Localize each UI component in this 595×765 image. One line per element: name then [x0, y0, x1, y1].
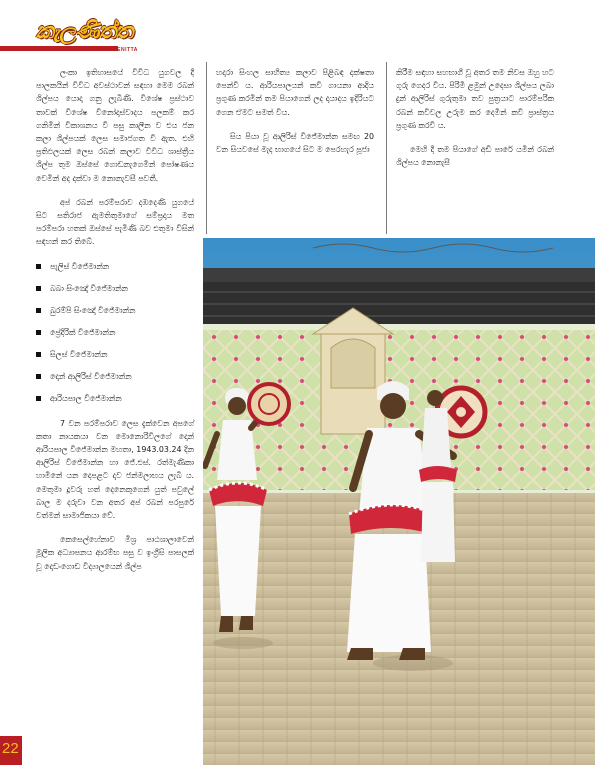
article-paragraph: ලංකා ඉතිහාසයේ විවිධ යුගවල දී පාලකයින් විවිධ අවස්ථාවන් සඳහා මෙම රබන් ශිල්පය යොදා ගනු ලැබිණි. විශේෂ ප්‍රස්ථාව තාවක් විශේෂ විනෝදාස්වාදය පලකම් කර ගනිමින් විකාශනය වී පසු කාලීන ව එය ජන කලා ශිල්පයක් ලෙස සමාජගත වී ඇත. එහි ප්‍රතිඵලයක් ලෙස රබන් කලාව විවිධ ශාස්ත්‍රීය ශිල්ප තුම ඔස්සේ ගොඩනැගෙමින් පෝෂණය වෙමින් අද දක්වා ම නොනැවසී පවතී. — [36, 68, 194, 183]
masthead — [0, 0, 595, 62]
list-item-text: සිලස් විජේමාන්න — [50, 349, 108, 359]
list-item-text: ප්‍රේදිරික් විජේමාන්න — [50, 327, 116, 337]
column-divider-right — [386, 62, 387, 234]
raban-dancers-photo — [203, 238, 595, 765]
bullet-square-icon — [36, 264, 41, 269]
list-item — [36, 348, 194, 361]
bullet-square-icon — [36, 308, 41, 313]
article-paragraph: කිරීම සඳහා සහභාගී වූ අතර තම නිවස ඔහු හට ගුරු ගෙදර විය. පිරිමි ළමුන් උදෙසා ශිල්පය ලබා දුන් ආලිරිස් ගුරුතුමා තව පුත්‍රයාට පාරම්පරික රබන් කවිවල උරුම කර දෙමින් කවි ප්‍රාස්ත්‍රය ප්‍රගුණ කරවී ය. — [396, 68, 554, 130]
list-item-text: බුරම්පි සිංඤෝ විජේමාන්න — [50, 305, 136, 315]
article-paragraph: 7 වන පරම්පරාව ලෙස දැක්වෙන අපගේ කතා නායකයා වන මොනොරිවිලගේ දොන් ආරියපාල විජේමාන්න මහතා, 1943.03.24 දින ආලිරිස් විජේමාන්න හා ජේ.එස්. රත්මැණිකා හාමිනේ යන දෙපළට දාව ජන්මලාභය ලැබී ය. මෙතුමා දූවරු හත් දෙනෙකුගෙන් යුත් පවුලේ බාල ම දරුවා වන අතර අප් රබන් පරපුරේ වත්මන් සාමාජිකයා වේ. — [36, 418, 194, 521]
lineage-list — [36, 260, 194, 405]
list-item — [36, 304, 194, 317]
bullet-square-icon — [36, 330, 41, 335]
page-number-tab — [0, 736, 22, 765]
article-column-1 — [36, 66, 194, 584]
list-item — [36, 326, 194, 339]
list-item — [36, 370, 194, 383]
article-paragraph: අප් රබන් පරම්පරාව දඹදෙණි යුගයේ සිට සතිරාජ ඇමතිතුමාගේ සම්ප්‍රදාය මත පරම්පරා හතක් ඔස්සේ පැමිණි බව එතුමා විසින් සඳහන් කර තිබේ. — [36, 197, 194, 247]
list-item-text: බබා සිංඤෝ විජේමාන්න — [50, 283, 128, 293]
column-divider-left — [206, 62, 207, 234]
list-item — [36, 260, 194, 273]
list-item — [36, 392, 194, 405]
article-column-2 — [216, 66, 374, 167]
article-paragraph: සිය පියා වූ ආලිරිස් විජේමාන්න සමඟ 20 වන සියවසේ මැද භාගයේ සිට ම පෙරහැර පූජා — [216, 131, 374, 155]
list-item — [36, 282, 194, 295]
list-item-text: ආරියපාල විජේමාන්න — [50, 393, 122, 403]
logo-text: කැලණිත්ත — [36, 18, 133, 44]
bullet-square-icon — [36, 396, 41, 401]
bullet-square-icon — [36, 352, 41, 357]
article-paragraph: හදාරා සිංහල සාහිත්‍ය කලාව පිළිබඳ දක්ෂතා පෙන්වී ය. ආරියපාලයන් කවි ගායනා ආදිය ප්‍රගුණ කරමින් තම පියාගෙන් ලද දායාදය ඉදිරියට ගෙන ඒමට සමත් විය. — [216, 68, 374, 117]
magazine-logo — [30, 18, 140, 54]
bullet-square-icon — [36, 286, 41, 291]
article-paragraph: මෙහි දී තම පියාගේ අඩි පාරේ යමින් රබන් ශිල්පය නොනැසී — [396, 145, 554, 168]
list-item-text: දොන් ආලිරිස් විජේමාන්න — [50, 371, 132, 381]
page-number: 22 — [2, 740, 19, 757]
logo-subtitle: KALATHENITTA — [94, 47, 138, 53]
list-item-text: පැලිස් විජේමාන්න — [50, 261, 110, 271]
bullet-square-icon — [36, 374, 41, 379]
article-column-3 — [396, 66, 554, 180]
article-paragraph: කෙසෙල්හේනාව මිශ්‍ර පාඨශාලාවෙන් මූලික අධ්‍යාපනය ආරම්භ පසු ව ඉංග්‍රීසි පාසලක් වූ දොඩංගොඩ විද්‍යාලයෙන් ශිල්ප — [36, 535, 194, 571]
